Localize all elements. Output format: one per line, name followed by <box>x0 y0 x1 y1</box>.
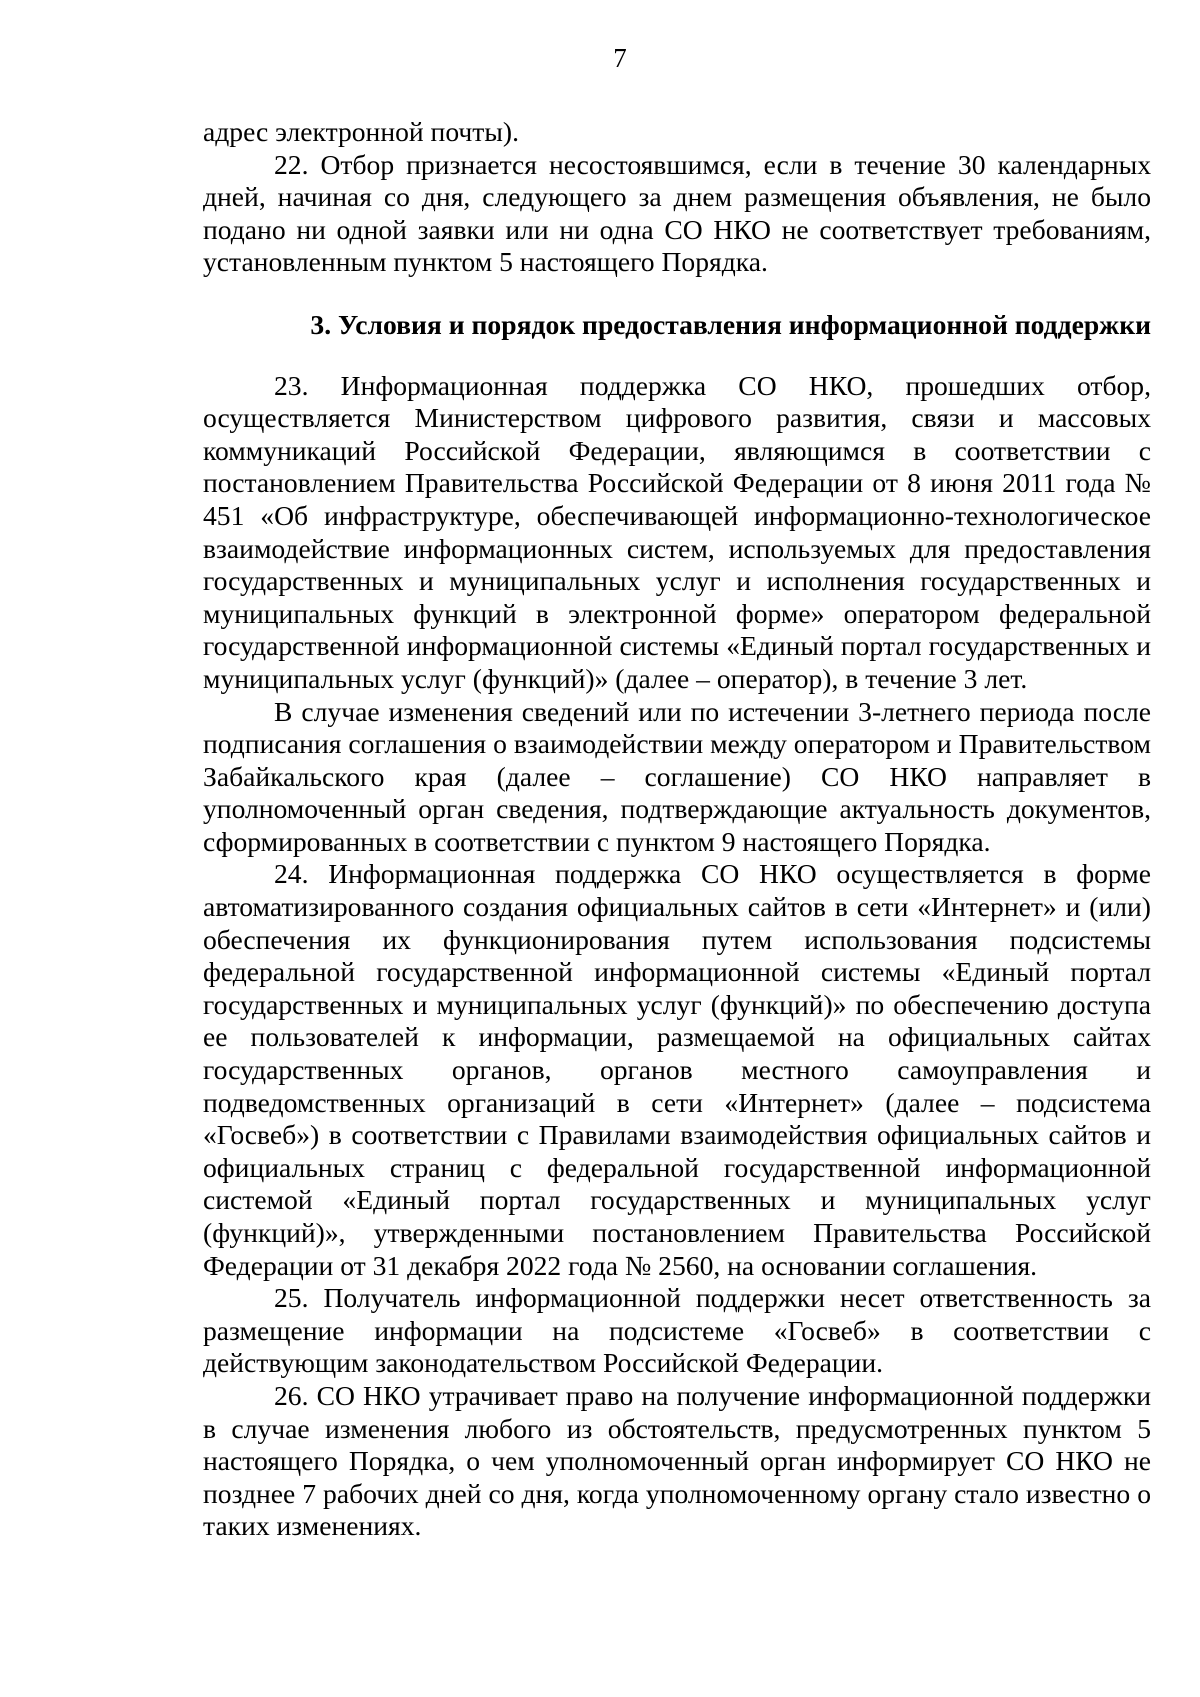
paragraph-23-continuation: В случае изменения сведений или по истечении 3-летнего периода после подписания соглашения о взаимодействии между оператором и Правительством Забайкальского края (далее – соглашение) СО НКО направляет в уполномоченный орган сведения, подтверждающие актуальность документов, сформированных в соответствии с пунктом 9 настоящего Порядка. <box>203 695 1151 857</box>
paragraph-24: 24. Информационная поддержка СО НКО осуществляется в форме автоматизированного создания официальных сайтов в сети «Интернет» и (или) обеспечения их функционирования путем использования подсистемы федеральной государственной информационной системы «Единый портал государственных и муниципальных услуг (функций)» по обеспечению доступа ее пользователей к информации, размещаемой на официальных сайтах государственных органов, органов местного самоуправления и подведомственных организаций в сети «Интернет» (далее – подсистема «Госвеб») в соответствии с Правилами взаимодействия официальных сайтов и официальных страниц с федеральной государственной информационной системой «Единый портал государственных и муниципальных услуг (функций)», утвержденными постановлением Правительства Российской Федерации от 31 декабря 2022 года № 2560, на основании соглашения. <box>203 858 1151 1281</box>
paragraph-23: 23. Информационная поддержка СО НКО, прошедших отбор, осуществляется Министерством цифрового развития, связи и массовых коммуникаций Российской Федерации, являющимся в соответствии с постановлением Правительства Российской Федерации от 8 июня 2011 года № 451 «Об инфраструктуре, обеспечивающей информационно-технологическое взаимодействие информационных систем, используемых для предоставления государственных и муниципальных услуг и исполнения государственных и муниципальных функций в электронной форме» оператором федеральной государственной информационной системы «Единый портал государственных и муниципальных услуг (функций)» (далее – оператор), в течение 3 лет. <box>203 369 1151 694</box>
paragraph-22: 22. Отбор признается несостоявшимся, если в течение 30 календарных дней, начиная со дня, следующего за днем размещения объявления, не было подано ни одной заявки или ни одна СО НКО не соответствует требованиям, установленным пунктом 5 настоящего Порядка. <box>203 148 1151 278</box>
paragraph-25: 25. Получатель информационной поддержки несет ответственность за размещение информации на подсистеме «Госвеб» в соответствии с действующим законодательством Российской Федерации. <box>203 1282 1151 1379</box>
section-heading: 3. Условия и порядок предоставления информационной поддержки <box>310 308 1151 340</box>
paragraph-26: 26. СО НКО утрачивает право на получение информационной поддержки в случае изменения любого из обстоятельств, предусмотренных пунктом 5 настоящего Порядка, о чем уполномоченный орган информирует СО НКО не позднее 7 рабочих дней со дня, когда уполномоченному органу стало известно о таких изменениях. <box>203 1379 1151 1542</box>
page-number: 7 <box>613 43 627 73</box>
document-body <box>203 116 1151 1543</box>
paragraph-continuation: адрес электронной почты). <box>203 116 519 147</box>
